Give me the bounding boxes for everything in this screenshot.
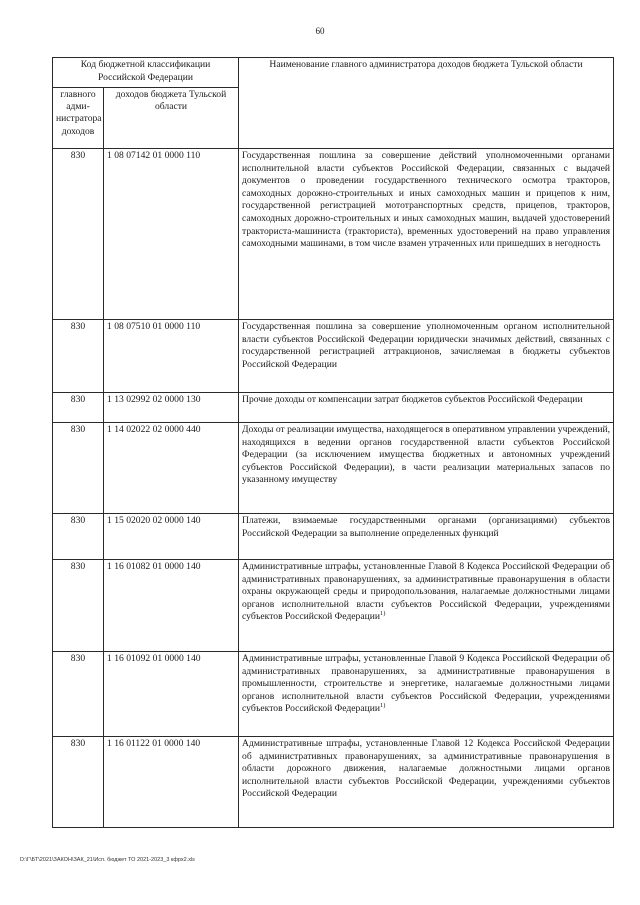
- header-administrator-name: Наименование главного администратора доходов бюджета Тульской области: [239, 58, 614, 149]
- income-code-cell: 1 13 02992 02 0000 130: [104, 393, 239, 423]
- income-name-text: Государственная пошлина за совершение действий уполномоченными органами исполнительной власти субъектов Российской Федерации, связанных с выдачей документов о проведении государственного технического осмотра тракторов, самоходных дорожно-строительных и иных самоходных машин и прицепов к ним, государственной регистрацией мототранспортных средств, прицепов, тракторов, самоходных дорожно-строительных и иных самоходных машин, выдачей удостоверений тракториста-машиниста (тракториста), временных удостоверений на право управления самоходными машинами, в том числе взамен утраченных или пришедших в негодность: [242, 150, 611, 250]
- table-row: [53, 737, 614, 828]
- income-name-text: Доходы от реализации имущества, находящегося в оперативном управлении учреждений, находящихся в ведении органов государственной власти субъектов Российской Федерации (за исключением имущества бюджетных и автономных учреждений субъектов Российской Федерации), в части реализации материальных запасов по указанному имуществу: [242, 424, 611, 486]
- table-row: [53, 652, 614, 737]
- table-row: [53, 514, 614, 560]
- income-code-cell: 1 14 02022 02 0000 440: [104, 423, 239, 514]
- income-code-cell: 1 16 01122 01 0000 140: [104, 737, 239, 828]
- budget-table: [52, 57, 614, 828]
- admin-code-cell: 830: [53, 423, 104, 514]
- income-name-cell: [239, 514, 614, 560]
- table-row: [53, 149, 614, 320]
- admin-code-cell: 830: [53, 393, 104, 423]
- income-name-cell: [239, 737, 614, 828]
- income-code-cell: 1 16 01092 01 0000 140: [104, 652, 239, 737]
- footnote-marker: 1): [380, 610, 386, 618]
- income-name-cell: [239, 393, 614, 423]
- income-name-text: Административные штрафы, установленные Главой 12 Кодекса Российской Федерации об административных правонарушениях, за административные правонарушения в области дорожного движения, налагаемые должностными лицами органов исполнительной власти субъектов Российской Федерации, учреждениями субъектов Российской Федерации: [242, 738, 611, 800]
- header-admin-code: главного адми-нистратора доходов: [53, 88, 104, 149]
- page-number: 60: [315, 26, 325, 36]
- income-name-text: Прочие доходы от компенсации затрат бюджетов субъектов Российской Федерации: [242, 394, 583, 405]
- income-name-cell: [239, 423, 614, 514]
- income-name-text: Административные штрафы, установленные Главой 8 Кодекса Российской Федерации об административных правонарушениях, за административные правонарушения в области охраны окружающей среды и природопользования, налагаемые должностными лицами органов исполнительной власти субъектов Российской Федерации, учреждениями субъектов Российской Федерации: [242, 561, 611, 623]
- income-name-cell: [239, 320, 614, 393]
- admin-code-cell: 830: [53, 737, 104, 828]
- income-code-cell: 1 08 07510 01 0000 110: [104, 320, 239, 393]
- table-row: [53, 423, 614, 514]
- table-row: [53, 393, 614, 423]
- file-path-footer: D:\Г\БТ\2021\ЗАКОН\ЗАК_21\Исп. бюджет ТО 2021-2023_3 кфрх2.xls: [20, 857, 195, 863]
- income-name-cell: [239, 149, 614, 320]
- admin-code-cell: 830: [53, 514, 104, 560]
- table-header: [53, 58, 614, 149]
- income-name-text: Административные штрафы, установленные Главой 9 Кодекса Российской Федерации об административных правонарушениях, за административные правонарушения в промышленности, строительстве и энергетике, налагаемые должностными лицами органов исполнительной власти субъектов Российской Федерации, учреждениями субъектов Российской Федерации: [242, 653, 611, 715]
- table-row: [53, 560, 614, 652]
- admin-code-cell: 830: [53, 320, 104, 393]
- income-code-cell: 1 08 07142 01 0000 110: [104, 149, 239, 320]
- income-code-cell: 1 16 01082 01 0000 140: [104, 560, 239, 652]
- header-code-group: Код бюджетной классификации Российской Федерации: [53, 58, 239, 88]
- footnote-marker: 1): [380, 702, 386, 710]
- income-name-cell: [239, 560, 614, 652]
- admin-code-cell: 830: [53, 560, 104, 652]
- admin-code-cell: 830: [53, 149, 104, 320]
- income-name-cell: [239, 652, 614, 737]
- income-name-text: Государственная пошлина за совершение уполномоченным органом исполнительной власти субъектов Российской Федерации юридически значимых действий, связанных с государственной регистрацией аттракционов, зачисляемая в бюджеты субъектов Российской Федерации: [242, 321, 611, 370]
- admin-code-cell: 830: [53, 652, 104, 737]
- income-name-text: Платежи, взимаемые государственными органами (организациями) субъектов Российской Федерации за выполнение определенных функций: [242, 515, 611, 539]
- income-code-cell: 1 15 02020 02 0000 140: [104, 514, 239, 560]
- header-income-code: доходов бюджета Тульской области: [104, 88, 239, 149]
- table-body: [53, 149, 614, 828]
- table-row: [53, 320, 614, 393]
